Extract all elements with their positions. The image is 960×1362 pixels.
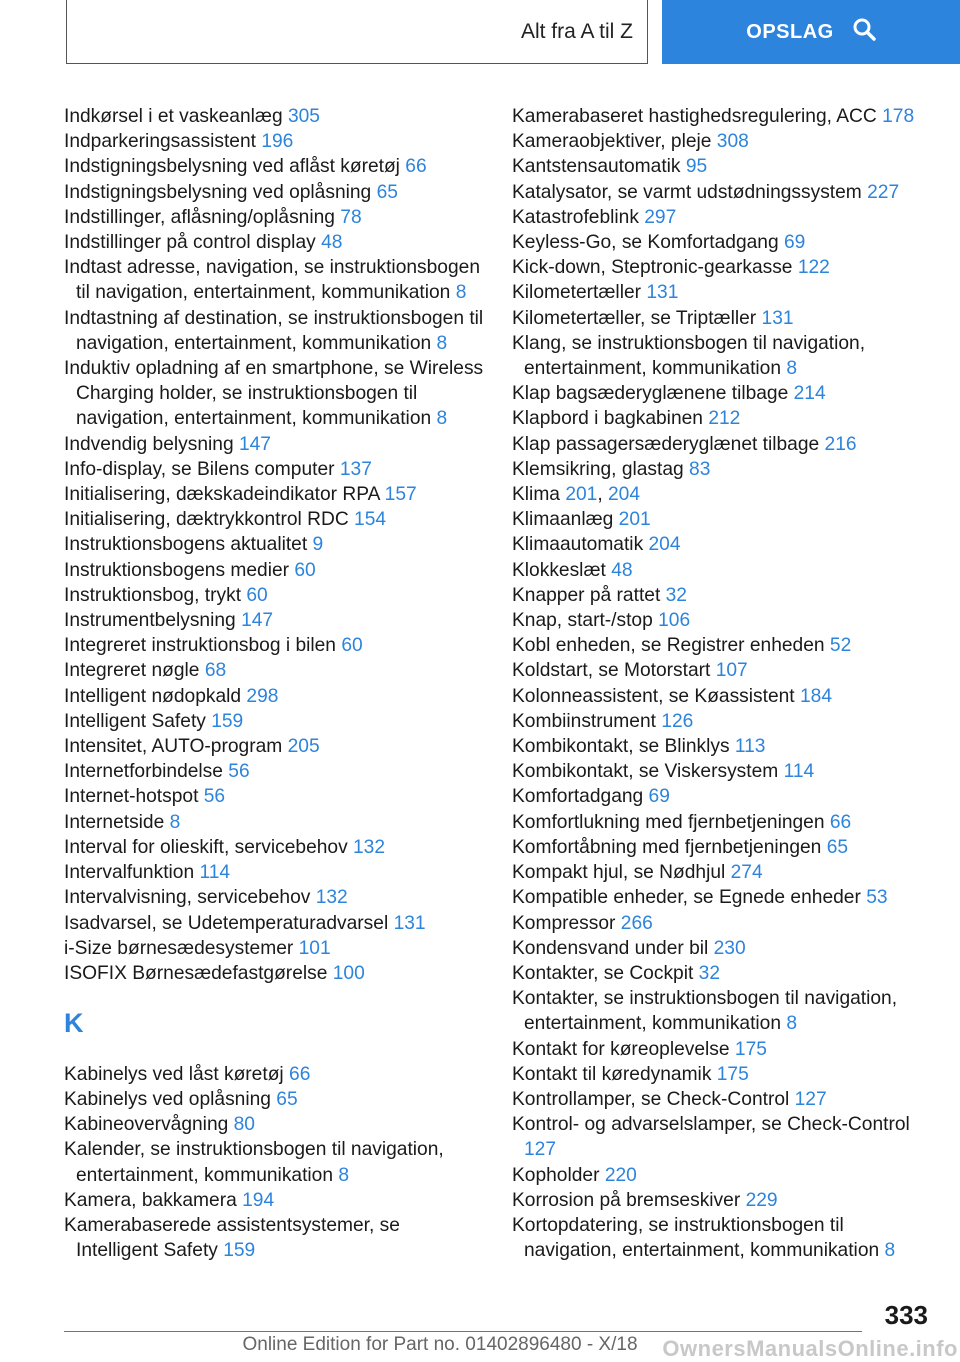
index-entry [64,306,484,356]
index-entry [64,558,484,583]
index-entry-text: Intervalvisning, servicebehov [64,887,311,909]
index-entry [512,306,922,331]
index-entry [512,658,922,683]
search-tab-button[interactable] [662,0,960,64]
page-link[interactable]: 204 [648,534,681,556]
index-entry [512,255,922,280]
index-list-k [64,1062,484,1264]
index-entry-text: Integreret instruktionsbog i bilen [64,635,336,657]
index-entry-text: Induktiv opladning af en smartphone, se Wireless Charging holder, se instruktionsbogen til navigation, entertainment, kommunikation [64,358,484,430]
index-entry-text: Kobl enheden, se Registrer enheden [512,635,825,657]
index-column-right [512,104,922,1263]
index-entry-text: Klimaautomatik [512,534,644,556]
index-entry-text: Indstigningsbelysning ved oplåsning [64,181,372,203]
page-link[interactable]: 114 [783,761,815,783]
page-link[interactable]: 131 [761,307,794,329]
index-entry [512,810,922,835]
index-entry-text: Kontrollamper, se Check-Control [512,1088,790,1110]
index-entry [64,608,484,633]
page-link[interactable]: 78 [340,206,362,228]
index-entry [512,331,922,381]
index-entry-text: Indstillinger på control display [64,232,316,254]
index-entry-text: Knap, start-/stop [512,610,653,632]
page-link[interactable]: 305 [287,106,320,127]
page-link[interactable]: 230 [713,937,746,959]
index-entry [64,784,484,809]
index-entry [512,1188,922,1213]
page-link[interactable]: 65 [376,181,398,203]
index-entry-text: Kabinelys ved låst køretøj [64,1063,284,1085]
page-link[interactable]: 147 [238,433,271,455]
search-icon [852,17,876,47]
page-link[interactable]: 60 [294,559,316,581]
page-link[interactable]: 32 [698,962,720,984]
index-entry [64,911,484,936]
index-entry-text: Kontakter, se instruktionsbogen til navigation, entertainment, kommunikation [512,988,898,1035]
index-entry [64,507,484,532]
index-entry [64,255,484,305]
index-entry [64,1213,484,1263]
index-entry-text: Initialisering, dækskadeindikator RPA [64,484,380,506]
index-entry-text: Klokkeslæt [512,559,606,581]
index-entry-text: Instruktionsbogens aktualitet [64,534,308,556]
index-entry-text: Keyless-Go, se Komfortadgang [512,232,779,254]
page-link[interactable]: 66 [405,156,427,178]
index-entry [512,911,922,936]
page-link[interactable]: 95 [685,156,708,178]
index-entry-text: Indstillinger, aflåsning/oplåsning [64,206,335,228]
index-entry-text: Klima [512,484,560,506]
index-entry [64,180,484,205]
index-entry [512,230,922,255]
index-entry-text: Kamerabaseret hastighedsregulering, ACC [512,106,877,127]
page-link[interactable]: 60 [341,635,363,657]
index-entry-text: Kantstensautomatik [512,156,681,178]
index-entry-text: ISOFIX Børnesædefastgørelse [64,962,328,984]
index-entry-text: Klap passagersæderyglænet tilbage [512,433,820,455]
index-entry [64,633,484,658]
index-entry-text: Indstigningsbelysning ved aflåst køretøj [64,156,400,178]
page-link[interactable]: 227 [867,181,900,203]
index-entry [64,759,484,784]
index-entry [64,129,484,154]
page-link[interactable]: 266 [620,912,653,934]
index-entry [512,1163,922,1188]
page-link[interactable]: 69 [648,786,670,808]
index-entry-text: Info-display, se Bilens computer [64,458,335,480]
page-link[interactable]: 127 [524,1139,557,1161]
index-entry-text: Kalender, se instruktionsbogen til navigation, entertainment, kommunikation [64,1139,444,1186]
index-entry-text: Kondensvand under bil [512,937,709,959]
index-entry-text: Kick-down, Steptronic-gearkasse [512,257,793,279]
page-link[interactable]: 126 [661,710,694,732]
index-entry-text: Indparkeringsassistent [64,131,256,153]
page-link[interactable]: 83 [689,458,711,480]
index-list-k-continued [512,104,922,1263]
index-entry [64,532,484,557]
index-entry-text: Kabineovervågning [64,1114,229,1136]
page-link[interactable]: 113 [734,736,766,758]
index-entry-text: Internetside [64,811,165,833]
page-link[interactable]: 56 [228,761,250,783]
index-entry [512,633,922,658]
index-entry [64,432,484,457]
index-entry [64,1112,484,1137]
index-entry-text: Katastrofeblink [512,206,639,228]
index-entry [512,280,922,305]
page-link[interactable]: 127 [794,1088,827,1110]
page-link[interactable]: 132 [315,887,348,909]
index-entry [512,936,922,961]
page-link[interactable]: 212 [708,408,741,430]
index-entry [64,810,484,835]
index-entry [512,104,922,129]
index-entry [64,356,484,432]
index-entry [64,104,484,129]
page-link[interactable]: 8 [786,1013,798,1035]
index-entry [64,961,484,986]
header [0,0,960,66]
index-entry-text: Komfortadgang [512,786,644,808]
index-entry [64,709,484,734]
page-link[interactable]: 114 [199,862,231,884]
page-link[interactable]: 52 [829,635,852,657]
index-entry [512,1112,922,1162]
index-entry [512,860,922,885]
index-entry [512,734,922,759]
index-entry [512,784,922,809]
page-link[interactable]: 66 [289,1063,311,1085]
search-tab-label: OPSLAG [746,20,834,43]
watermark: OwnersManualsOnline.info [662,1336,958,1361]
page-link[interactable]: 216 [824,433,857,455]
index-entry-text: Kamera, bakkamera [64,1189,237,1211]
page-link[interactable]: 131 [646,282,679,304]
page-link[interactable]: 214 [793,383,826,405]
index-entry [512,759,922,784]
index-entry-text: i-Size børnesædesystemer [64,937,294,959]
page-link[interactable]: 131 [393,912,426,934]
index-entry [64,1087,484,1112]
index-entry-text: Knapper på rattet [512,584,661,606]
index-entry-text: Instruktionsbogens medier [64,559,290,581]
index-entry-text: Indtastning af destination, se instruktionsbogen til navigation, entertainment, kommunikation [64,307,484,354]
index-entry-text: Kamerabaserede assistentsystemer, se Intelligent Safety [64,1214,400,1262]
index-entry-text: Intervalfunktion [64,862,195,884]
index-entry [512,205,922,230]
index-entry-text: Kontakt til køredynamik [512,1063,712,1085]
page-link[interactable]: 308 [716,131,749,153]
index-entry-text: Interval for olieskift, servicebehov [64,836,348,858]
page-link[interactable]: 194 [242,1189,275,1211]
page-link[interactable]: 297 [644,206,677,228]
index-entry [512,709,922,734]
index-entry [64,482,484,507]
index-entry [512,180,922,205]
index-entry-text: Kilometertæller [512,282,642,304]
page-link[interactable]: 137 [339,458,372,480]
page-link[interactable]: 68 [204,660,227,682]
index-entry [512,1213,922,1263]
index-entry [64,885,484,910]
page-link[interactable]: 159 [223,1240,256,1262]
page-link[interactable]: 220 [604,1164,637,1186]
index-entry [512,381,922,406]
index-entry-text: Kompressor [512,912,616,934]
page-link[interactable]: 8 [169,811,181,833]
page-link[interactable]: 8 [338,1164,350,1186]
index-entry-text: Klap bagsæderyglænene tilbage [512,383,789,405]
page-link[interactable]: 196 [261,131,294,153]
page-link[interactable]: 8 [786,358,798,380]
page-link[interactable]: 159 [211,710,244,732]
page-link[interactable]: 101 [298,937,331,959]
page-link[interactable]: 201 [565,484,598,506]
index-entry-text: Kortopdatering, se instruktionsbogen til navigation, entertainment, kommunikation [512,1214,880,1262]
index-entry-text: Kabinelys ved oplåsning [64,1088,271,1110]
index-entry-text: Isadvarsel, se Udetemperaturadvarsel [64,912,389,934]
index-entry [512,406,922,431]
index-entry-text: Indkørsel i et vaskeanlæg [64,106,283,127]
page-link[interactable]: 298 [246,685,279,707]
index-entry-text: Integreret nøgle [64,660,200,682]
index-entry-text: Komfortlukning med fjernbetjeningen [512,811,825,833]
index-entry-text: Intelligent nødopkald [64,685,242,707]
index-entry-text: Kompatible enheder, se Egnede enheder [512,887,861,909]
page-link[interactable]: 53 [866,887,888,909]
page-link[interactable]: 132 [353,836,386,858]
page-link[interactable]: 65 [276,1088,298,1110]
index-entry-text: Komfortåbning med fjernbetjeningen [512,836,822,858]
index-entry-text: Kontrol- og advarselslamper, se Check-Control [512,1114,910,1136]
page-link[interactable]: 201 [618,509,651,531]
page-link[interactable]: 204 [608,484,641,506]
index-entry [512,432,922,457]
page-number: 333 [884,1300,928,1330]
index-entry: Klima 201, 204 [512,484,641,506]
index-entry [64,1188,484,1213]
index-entry-text: Internet-hotspot [64,786,199,808]
index-entry-text: Kontakt for køreoplevelse [512,1038,730,1060]
index-entry-text: Klang, se instruktionsbogen til navigation, entertainment, kommunikation [512,332,866,380]
index-entry-text: Kombiinstrument [512,710,656,732]
tab-alphabetical-label: Alt fra A til Z [520,19,633,43]
page-link[interactable]: 80 [233,1114,255,1136]
index-entry [512,835,922,860]
index-entry-text: Katalysator, se varmt udstødningssystem [512,181,862,203]
page-link[interactable]: 107 [715,660,748,682]
page-link[interactable]: 178 [882,106,915,127]
index-entry-text: Intensitet, AUTO-program [64,736,283,758]
index-entry-text: Initialisering, dæktrykkontrol RDC [64,509,349,531]
index-entry [64,860,484,885]
page-link[interactable]: 147 [241,610,274,632]
index-entry-text: Kombikontakt, se Blinklys [512,736,730,758]
page-link[interactable]: 8 [436,332,448,354]
index-entry [64,658,484,683]
page-link[interactable]: 69 [783,232,806,254]
page-link[interactable]: 32 [665,584,687,606]
index-list-i [64,104,484,986]
footer-divider [64,1331,862,1332]
index-entry-text: Indvendig belysning [64,433,234,455]
index-entry [64,936,484,961]
index-entry [512,1037,922,1062]
index-entry [512,684,922,709]
index-entry-text: Kilometertæller, se Triptæller [512,307,757,329]
index-entry-text: Indtast adresse, navigation, se instruktionsbogen til navigation, entertainment, kommunikation [64,257,480,304]
index-entry [64,835,484,860]
index-entry-text: Koldstart, se Motorstart [512,660,711,682]
index-column-left [64,104,484,1263]
index-entry-text: Instrumentbelysning [64,610,236,632]
page-link[interactable]: 60 [246,584,268,606]
page-link[interactable]: 8 [884,1240,896,1262]
index-entry-text: Kombikontakt, se Viskersystem [512,761,779,783]
edition-text: Online Edition for Part no. 01402896480 - X/18 [242,1334,638,1355]
index-entry-text: Kontakter, se Cockpit [512,962,694,984]
page-link[interactable]: 100 [332,962,365,984]
page-link[interactable]: 175 [734,1038,767,1060]
page-link[interactable]: 48 [321,232,343,254]
index-entry [512,1062,922,1087]
tab-alphabetical-index[interactable] [66,0,648,64]
index-entry [512,885,922,910]
page-link[interactable]: 157 [384,484,417,506]
page-link[interactable]: 122 [797,257,830,279]
index-entry-text: Kameraobjektiver, pleje [512,131,712,153]
index-entry [64,684,484,709]
index-entry [512,507,922,532]
page-link[interactable]: 65 [826,836,849,858]
letter-heading: K [64,1008,84,1039]
index-entry-text: Kompakt hjul, se Nødhjul [512,862,726,884]
index-entry [64,734,484,759]
index-entry-text: Intelligent Safety [64,710,206,732]
index-entry [64,205,484,230]
page-link[interactable]: 8 [455,282,467,304]
index-entry [64,230,484,255]
index-entry [512,558,922,583]
page-link[interactable]: 8 [436,408,448,430]
index-entry [512,532,922,557]
index-entry [64,1062,484,1087]
index-entry [512,986,922,1036]
index-entry-text: Klapbord i bagkabinen [512,408,703,430]
index-entry [512,1087,922,1112]
index-entry [64,457,484,482]
page-link[interactable]: 184 [799,685,832,707]
index-entry [64,583,484,608]
index-entry [64,1137,484,1187]
index-entry [64,154,484,179]
index-entry-text: Klemsikring, glastag [512,458,684,480]
page-link[interactable]: 205 [287,736,320,758]
index-entry [512,608,922,633]
index-entry [512,583,922,608]
page-link[interactable]: 48 [611,559,633,581]
page-link[interactable]: 154 [354,509,387,531]
page-link[interactable]: 175 [716,1063,749,1085]
index-entry [512,457,922,482]
index-entry-text: Kopholder [512,1164,600,1186]
index-entry [512,129,922,154]
index-entry-text: Klimaanlæg [512,509,614,531]
index-entry [512,154,922,179]
page-link[interactable]: 56 [203,786,226,808]
page-link[interactable]: 274 [730,862,763,884]
index-entry [512,961,922,986]
page-link[interactable]: 9 [312,534,324,556]
index-entry-text: Internetforbindelse [64,761,223,783]
page-link[interactable]: 66 [829,811,852,833]
page-link[interactable]: 106 [658,610,691,632]
index-entry-text: Kolonneassistent, se Køassistent [512,685,795,707]
index-entry-text: Instruktionsbog, trykt [64,584,242,606]
page-link[interactable]: 229 [745,1189,778,1211]
index-entry-text: Korrosion på bremseskiver [512,1189,741,1211]
